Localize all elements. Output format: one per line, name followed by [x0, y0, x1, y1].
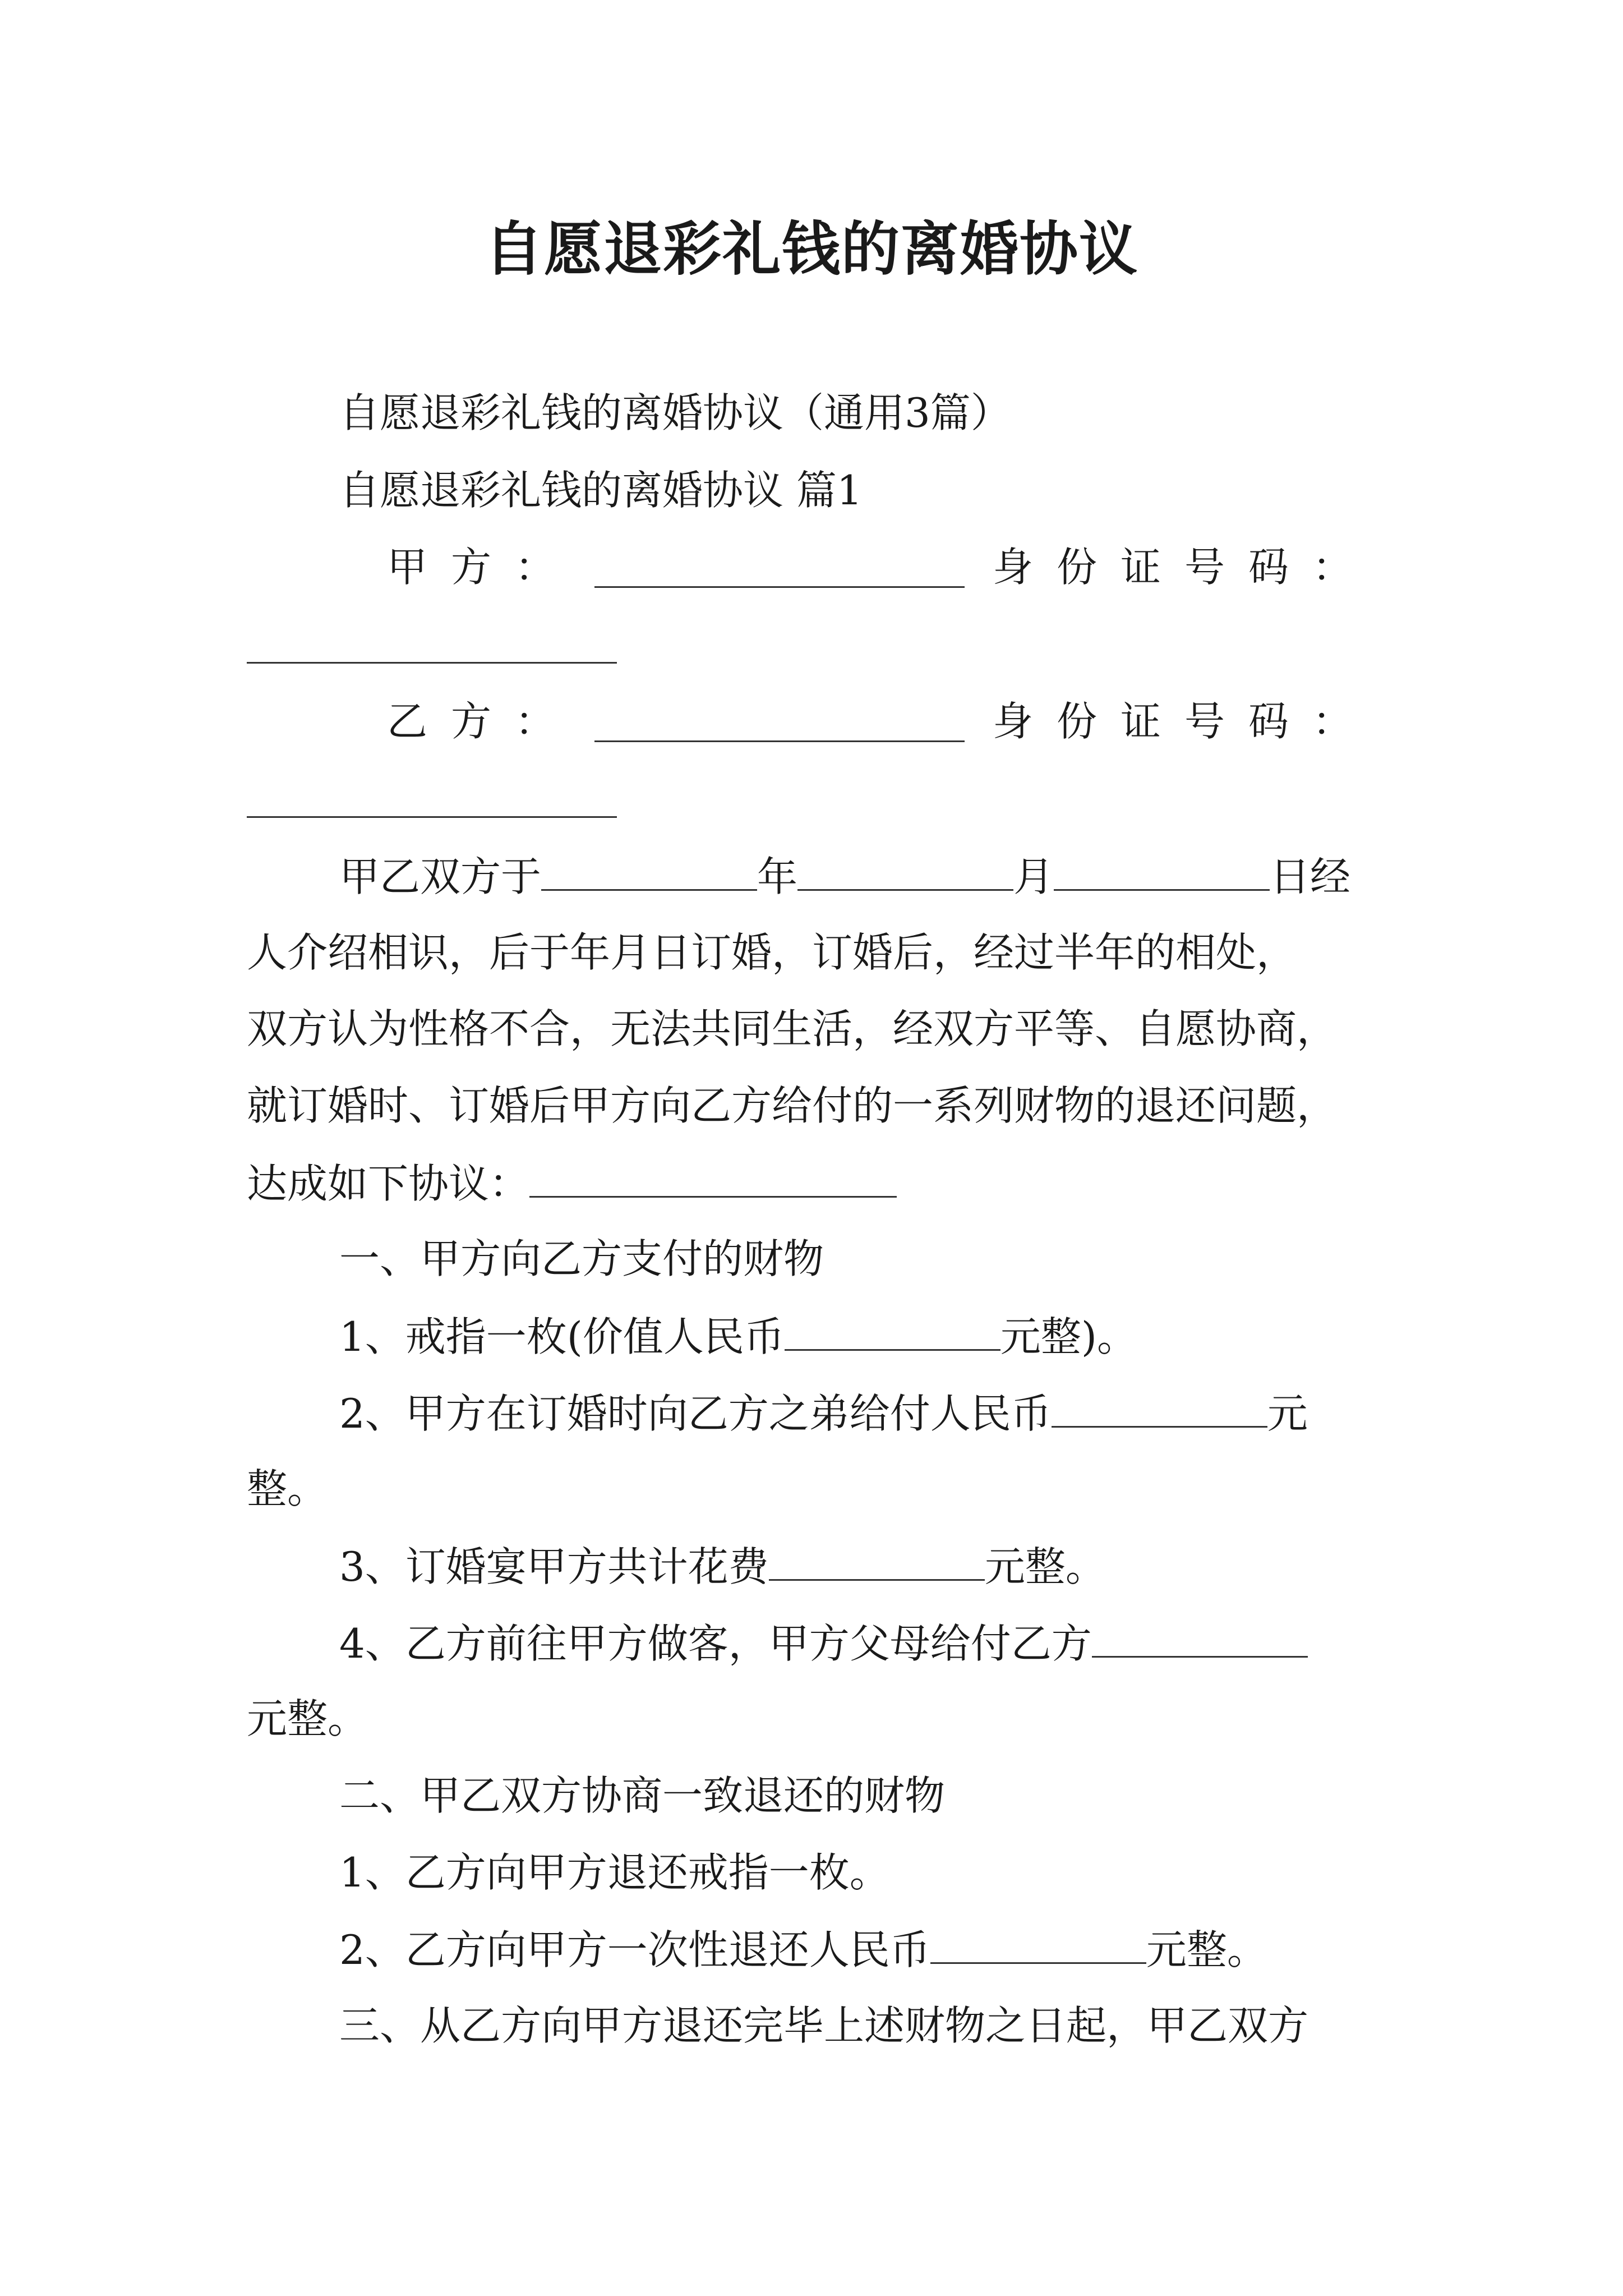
item-2-1: 1、乙方向甲方退还戒指一枚。 — [339, 1849, 890, 1896]
brother-amount-blank — [1052, 1392, 1267, 1428]
item-1-2-text: 2、甲方在订婚时向乙方之弟给付人民币 — [339, 1390, 1052, 1437]
item-1-4 — [339, 1620, 1308, 1667]
item-2-2-text: 2、乙方向甲方一次性退还人民币 — [339, 1926, 930, 1973]
party-a-id-label: 身份证号码： — [993, 544, 1377, 591]
section-2-heading: 二、甲乙双方协商一致退还的财物 — [339, 1772, 946, 1819]
item-1-1 — [339, 1313, 1137, 1360]
parents-gift-blank — [1092, 1622, 1308, 1658]
party-b-id-blank — [247, 816, 617, 818]
party-b-id-label: 身份证号码： — [993, 698, 1377, 745]
item-1-3-suffix: 元整。 — [984, 1543, 1106, 1590]
intro-line-2: 自愿退彩礼钱的离婚协议 篇1 — [339, 467, 863, 514]
year-label: 年 — [757, 853, 798, 900]
intro-line-1: 自愿退彩礼钱的离婚协议（通用3篇） — [339, 389, 1011, 436]
item-1-1-text: 1、戒指一枚(价值人民币 — [339, 1313, 785, 1360]
party-a-label: 甲方： — [387, 544, 579, 591]
item-1-1-suffix: 元整)。 — [1000, 1313, 1137, 1360]
item-1-3 — [339, 1543, 1106, 1590]
paragraph-1-line-1 — [339, 853, 1351, 900]
item-1-2-continued: 整。 — [247, 1465, 328, 1512]
paragraph-1-line-3: 双方认为性格不合，无法共同生活，经双方平等、自愿协商， — [247, 1005, 1338, 1052]
ring-value-blank — [785, 1315, 1000, 1351]
item-1-2-suffix: 元 — [1267, 1390, 1308, 1437]
paragraph-1-line-2: 人介绍相识，后于年月日订婚，订婚后，经过半年的相处， — [247, 929, 1297, 976]
item-2-2-suffix: 元整。 — [1146, 1926, 1267, 1973]
banquet-cost-blank — [769, 1545, 985, 1581]
section-3-heading: 三、从乙方向甲方退还完毕上述财物之日起，甲乙双方 — [339, 2002, 1309, 2049]
day-blank — [1054, 855, 1270, 891]
paragraph-1-line-5 — [247, 1160, 897, 1207]
paragraph-1-line-4: 就订婚时、订婚后甲方向乙方给付的一系列财物的退还问题， — [247, 1082, 1338, 1129]
day-label: 日经 — [1270, 853, 1351, 900]
item-2-2 — [339, 1926, 1267, 1973]
party-a-name-blank — [594, 586, 965, 588]
section-1-heading: 一、甲方向乙方支付的财物 — [339, 1235, 824, 1282]
party-a-id-blank — [247, 662, 617, 664]
party-b-label: 乙方： — [387, 698, 579, 745]
month-label: 月 — [1013, 853, 1054, 900]
item-1-2 — [339, 1390, 1308, 1437]
document-title: 自愿退彩礼钱的离婚协议 — [484, 214, 1138, 283]
month-blank — [797, 855, 1013, 891]
agreement-lead: 达成如下协议： — [247, 1160, 530, 1207]
year-blank — [541, 855, 757, 891]
date-prefix: 甲乙双方于 — [339, 853, 542, 900]
agreement-blank — [529, 1162, 897, 1198]
item-1-4-text: 4、乙方前往甲方做客，甲方父母给付乙方 — [339, 1620, 1092, 1667]
item-1-3-text: 3、订婚宴甲方共计花费 — [339, 1543, 769, 1590]
item-1-4-continued: 元整。 — [247, 1695, 368, 1742]
refund-amount-blank — [930, 1929, 1146, 1964]
party-b-name-blank — [594, 740, 965, 742]
